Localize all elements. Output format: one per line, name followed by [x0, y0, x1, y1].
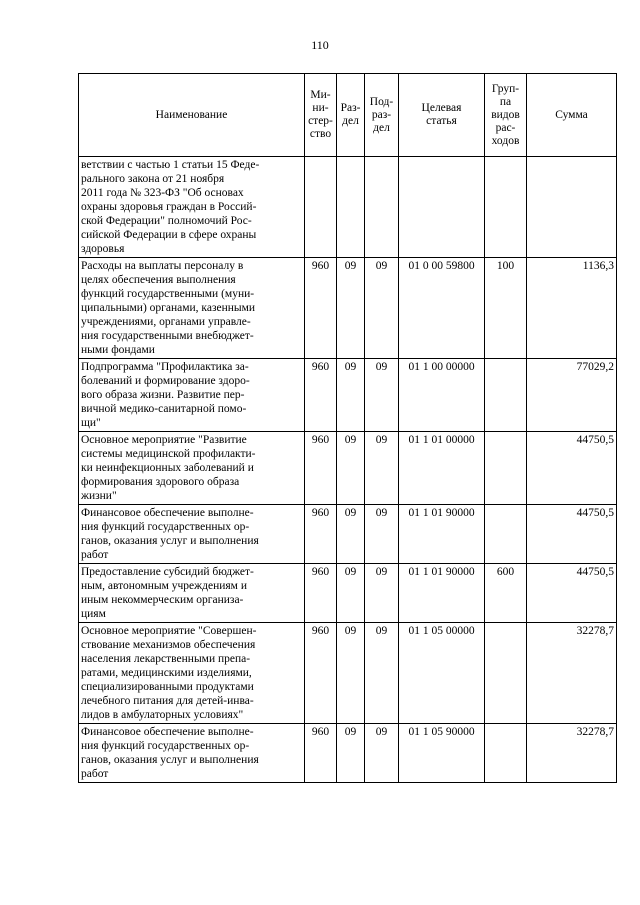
row-name: Расходы на выплаты персоналу в целях обеспечения выполнения функций государственными (муни- ципальными) органами, казенными учреждениями, органами управле- ния государственными внебюджет- ными фондами [79, 258, 305, 359]
row-subsection: 09 [365, 432, 399, 505]
row-name: ветствии с частью 1 статьи 15 Феде- рального закона от 21 ноября 2011 года № 323-ФЗ "Об основах охраны здоровья граждан в Россий- ской Федерации" полномочий Рос- сийской Федерации в сфере охраны здоровья [79, 157, 305, 258]
row-ministry: 960 [305, 505, 337, 564]
header-name: Наименование [79, 74, 305, 157]
row-group: 100 [485, 258, 527, 359]
row-target: 01 1 01 00000 [399, 432, 485, 505]
page-number: 110 [311, 38, 329, 52]
row-sum: 44750,5 [527, 505, 617, 564]
table-row [79, 724, 617, 783]
row-group: 600 [485, 564, 527, 623]
row-name: Предоставление субсидий бюджет- ным, автономным учреждениям и иным некоммерческим организа- циям [79, 564, 305, 623]
row-subsection: 09 [365, 258, 399, 359]
row-section: 09 [337, 505, 365, 564]
row-section: 09 [337, 432, 365, 505]
row-section: 09 [337, 623, 365, 724]
row-sum: 1136,3 [527, 258, 617, 359]
row-section: 09 [337, 564, 365, 623]
row-sum: 77029,2 [527, 359, 617, 432]
row-target: 01 1 01 90000 [399, 564, 485, 623]
row-name: Основное мероприятие "Совершен- ствование механизмов обеспечения населения лекарственными препа- ратами, медицинскими изделиями, специализированными продуктами лечебного питания для детей-инва- лидов в амбулаторных условиях" [79, 623, 305, 724]
row-target: 01 0 00 59800 [399, 258, 485, 359]
row-section [337, 157, 365, 258]
table-row [79, 505, 617, 564]
row-ministry: 960 [305, 258, 337, 359]
row-sum: 32278,7 [527, 724, 617, 783]
row-section: 09 [337, 258, 365, 359]
table-row [79, 157, 617, 258]
row-name: Основное мероприятие "Развитие системы медицинской профилакти- ки неинфекционных заболеваний и формирования здорового образа жизни" [79, 432, 305, 505]
row-name: Подпрограмма "Профилактика за- болеваний и формирование здоро- вого образа жизни. Развитие пер- вичной медико-санитарной помо- щи" [79, 359, 305, 432]
row-ministry: 960 [305, 623, 337, 724]
row-section: 09 [337, 724, 365, 783]
row-subsection: 09 [365, 623, 399, 724]
row-group [485, 623, 527, 724]
table-row [79, 432, 617, 505]
row-target: 01 1 00 00000 [399, 359, 485, 432]
row-target: 01 1 05 00000 [399, 623, 485, 724]
table-header-row [79, 74, 617, 157]
row-sum [527, 157, 617, 258]
row-group [485, 724, 527, 783]
row-subsection [365, 157, 399, 258]
row-subsection: 09 [365, 505, 399, 564]
row-subsection: 09 [365, 564, 399, 623]
row-group [485, 432, 527, 505]
row-target: 01 1 05 90000 [399, 724, 485, 783]
row-ministry [305, 157, 337, 258]
table-row [79, 359, 617, 432]
header-subsection: Под- раз- дел [365, 74, 399, 157]
row-ministry: 960 [305, 724, 337, 783]
row-section: 09 [337, 359, 365, 432]
row-group [485, 359, 527, 432]
budget-table [78, 73, 617, 783]
row-subsection: 09 [365, 724, 399, 783]
row-group [485, 505, 527, 564]
row-group [485, 157, 527, 258]
row-ministry: 960 [305, 359, 337, 432]
row-target [399, 157, 485, 258]
header-ministry: Ми- ни- стер- ство [305, 74, 337, 157]
row-subsection: 09 [365, 359, 399, 432]
table-row [79, 564, 617, 623]
row-target: 01 1 01 90000 [399, 505, 485, 564]
row-name: Финансовое обеспечение выполне- ния функций государственных ор- ганов, оказания услуг и выполнения работ [79, 724, 305, 783]
header-group: Груп- па видов рас- ходов [485, 74, 527, 157]
header-sum: Сумма [527, 74, 617, 157]
row-sum: 32278,7 [527, 623, 617, 724]
row-sum: 44750,5 [527, 564, 617, 623]
table-row [79, 623, 617, 724]
header-target: Целевая статья [399, 74, 485, 157]
row-ministry: 960 [305, 432, 337, 505]
row-sum: 44750,5 [527, 432, 617, 505]
table-row [79, 258, 617, 359]
row-ministry: 960 [305, 564, 337, 623]
header-section: Раз- дел [337, 74, 365, 157]
row-name: Финансовое обеспечение выполне- ния функций государственных ор- ганов, оказания услуг и выполнения работ [79, 505, 305, 564]
